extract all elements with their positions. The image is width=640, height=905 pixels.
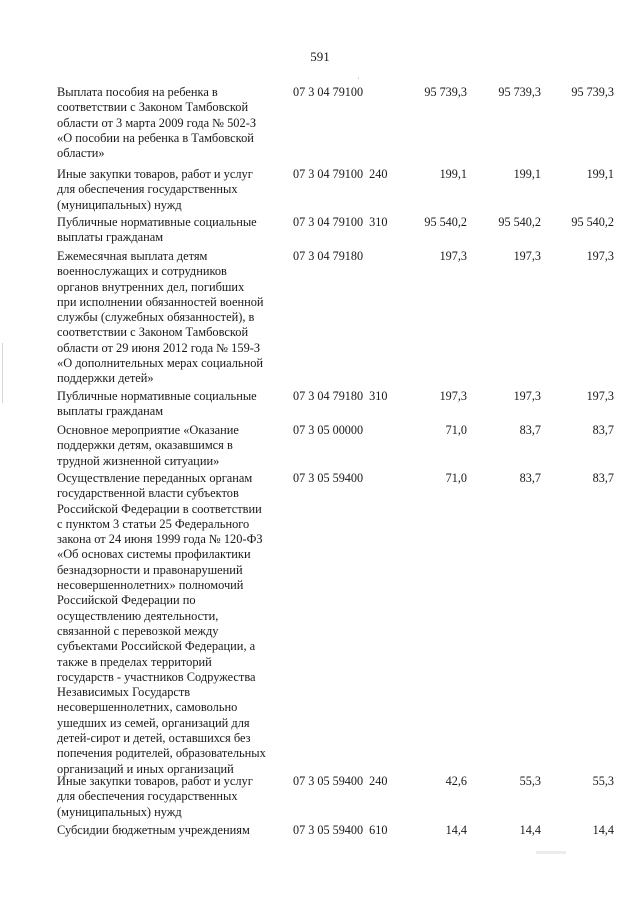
- value-year-1: 95 739,3: [424, 85, 467, 99]
- value-year-3: 83,7: [592, 423, 614, 437]
- value-year-1: 14,4: [445, 823, 467, 837]
- value-year-3: 95 739,3: [571, 85, 614, 99]
- value-year-2: 83,7: [519, 423, 541, 437]
- row-code: 07 3 05 59400 610: [293, 823, 388, 837]
- value-year-2: 95 540,2: [498, 215, 541, 229]
- value-year-1: 197,3: [439, 249, 467, 263]
- value-year-3: 95 540,2: [571, 215, 614, 229]
- scan-dot: ·: [357, 74, 360, 83]
- value-year-1: 199,1: [439, 167, 467, 181]
- row-description: Осуществление переданных органам государственной власти субъектов Российской Федерации в соответствии с пунктом 3 статьи 25 Федерального закона от 24 июня 1999 года № 120-ФЗ «Об основах системы профилактики безнадзорности и правонарушений несовершеннолетних» полномочий Российской Федерации по осуществлению деятельности, связанной с перевозкой между субъектами Российской Федерации, а также в пределах территорий государств - участников Содружества Независимых Государств несовершеннолетних, самовольно ушедших из семей, организаций для детей-сирот и детей, оставшихся без попечения родителей, образовательных организаций и иных организаций: [57, 471, 266, 776]
- row-code: 07 3 04 79180 310: [293, 389, 388, 403]
- value-year-3: 83,7: [592, 471, 614, 485]
- value-year-2: 14,4: [519, 823, 541, 837]
- row-description: Ежемесячная выплата детям военнослужащих и сотрудников органов внутренних дел, погибших при исполнении обязанностей военной службы (служебных обязанностей), в соответствии с Законом Тамбовской области от 29 июня 2012 года № 159-З «О дополнительных мерах социальной поддержки детей»: [57, 249, 264, 386]
- scan-smudge: [536, 851, 566, 854]
- value-year-3: 197,3: [586, 389, 614, 403]
- row-code: 07 3 04 79100: [293, 85, 364, 99]
- row-code: 07 3 04 79100 310: [293, 215, 388, 229]
- row-description: Субсидии бюджетным учреждениям: [57, 823, 250, 837]
- value-year-3: 14,4: [592, 823, 614, 837]
- value-year-2: 55,3: [519, 774, 541, 788]
- row-description: Публичные нормативные социальные выплаты гражданам: [57, 389, 257, 419]
- page-number: 591: [310, 49, 330, 64]
- value-year-1: 71,0: [445, 423, 467, 437]
- row-description: Иные закупки товаров, работ и услуг для обеспечения государственных (муниципальных) нужд: [57, 167, 253, 212]
- row-code: 07 3 04 79100 240: [293, 167, 388, 181]
- value-year-2: 197,3: [513, 249, 541, 263]
- row-code: 07 3 05 59400: [293, 471, 364, 485]
- value-year-1: 197,3: [439, 389, 467, 403]
- row-description: Иные закупки товаров, работ и услуг для обеспечения государственных (муниципальных) нужд: [57, 774, 253, 819]
- value-year-2: 197,3: [513, 389, 541, 403]
- value-year-2: 199,1: [513, 167, 541, 181]
- row-description: Публичные нормативные социальные выплаты гражданам: [57, 215, 257, 245]
- value-year-1: 71,0: [445, 471, 467, 485]
- row-description: Выплата пособия на ребенка в соответствии с Законом Тамбовской области от 3 марта 2009 года № 502-З «О пособии на ребенка в Тамбовской области»: [57, 85, 257, 161]
- value-year-3: 197,3: [586, 249, 614, 263]
- value-year-3: 199,1: [586, 167, 614, 181]
- row-description: Основное мероприятие «Оказание поддержки детям, оказавшимся в трудной жизненной ситуации»: [57, 423, 239, 468]
- value-year-2: 95 739,3: [498, 85, 541, 99]
- value-year-2: 83,7: [519, 471, 541, 485]
- scan-artifact: [2, 343, 3, 403]
- row-code: 07 3 05 59400 240: [293, 774, 388, 788]
- row-code: 07 3 04 79180: [293, 249, 364, 263]
- row-code: 07 3 05 00000: [293, 423, 364, 437]
- value-year-1: 95 540,2: [424, 215, 467, 229]
- value-year-3: 55,3: [592, 774, 614, 788]
- value-year-1: 42,6: [445, 774, 467, 788]
